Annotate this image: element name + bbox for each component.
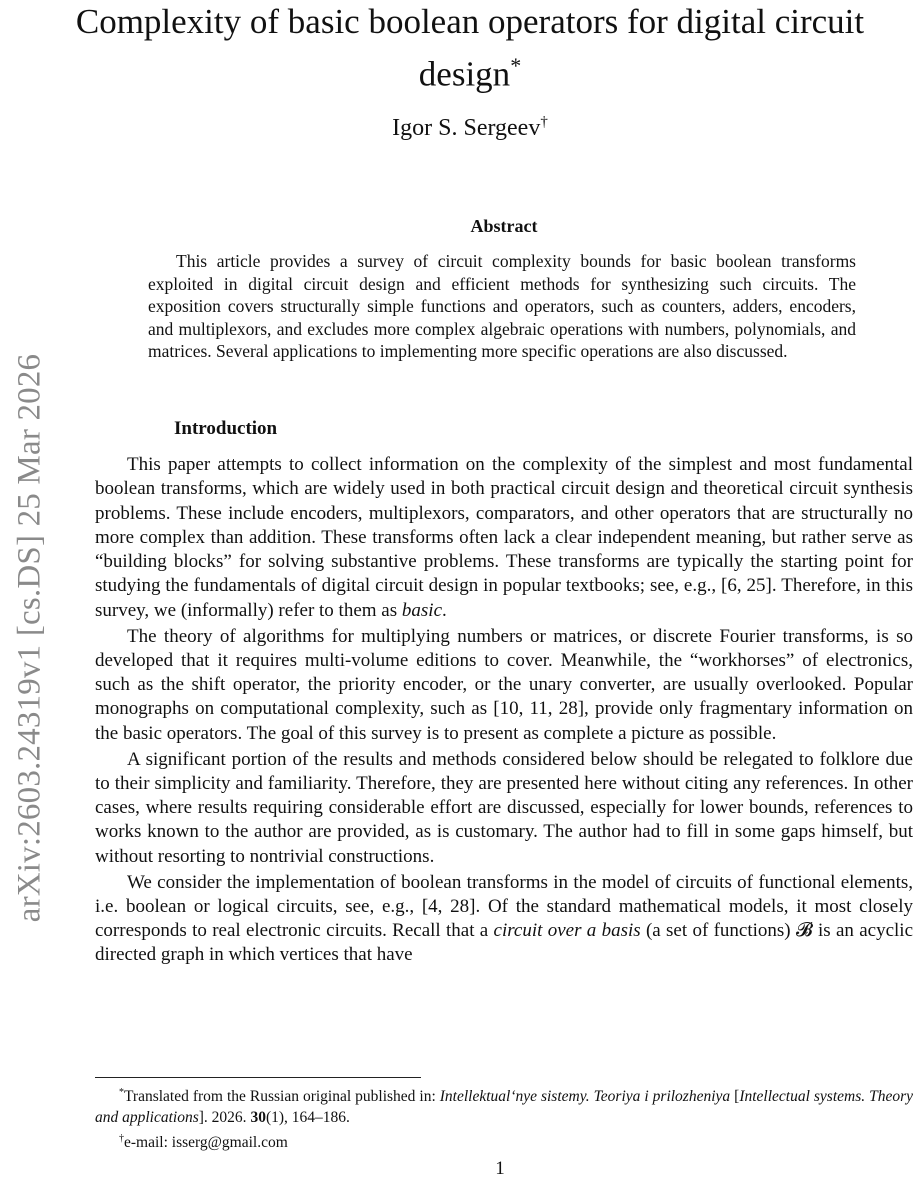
- paragraph-3: A significant portion of the results and methods considered below should be relegated to folklore due to their simplicity and familiarity. Therefore, they are presented here without citing any references. In other cases, where results requiring considerable effort are discussed, especially for lower bounds, references to works known to the author are provided, as is customary. The author had to fill in some gaps himself, but without resorting to nontrivial constructions.: [95, 748, 913, 867]
- footnote-translation: [95, 1082, 913, 1128]
- footnote-email: [95, 1128, 913, 1153]
- footnote-1-mark: *: [119, 1087, 124, 1098]
- paragraph-4-text-b: (a set of functions): [640, 920, 796, 942]
- author-footnote-mark: †: [540, 114, 548, 130]
- paragraph-1-end: .: [442, 599, 447, 621]
- introduction-body: [95, 453, 913, 969]
- paragraph-2: The theory of algorithms for multiplying numbers or matrices, or discrete Fourier transforms, is so developed that it requires multi-volume editions to cover. Meanwhile, the “workhorses” of electronics, such as the shift operator, the priority encoder, or the unary converter, are usually overlooked. Popular monographs on computational complexity, such as [10, 11, 28], provide only fragmentary information on the basic operators. The goal of this survey is to present as complete a picture as possible.: [95, 625, 913, 744]
- title-line-2: design: [418, 54, 511, 94]
- footnote-1-journal-en: Intellectual systems. Theory and applications: [95, 1088, 913, 1127]
- arxiv-identifier-stamp: [8, 215, 52, 1060]
- footnote-1-text-a: Translated from the Russian original published in:: [124, 1088, 440, 1106]
- title-footnote-mark: *: [510, 53, 522, 78]
- footnote-1-journal-ru: Intellektual‘nye sistemy. Teoriya i prilozheniya: [439, 1088, 731, 1106]
- author-name: Igor S. Sergeev: [392, 115, 541, 141]
- footnote-1-volume: 30: [250, 1109, 266, 1127]
- footnote-1-text-c: ]. 2026.: [198, 1109, 251, 1127]
- arxiv-identifier-text: arXiv:2603.24319v1 [cs.DS] 25 Mar 2026: [11, 353, 48, 922]
- footnote-2-mark: †: [119, 1133, 124, 1145]
- paper-title: [70, 0, 870, 97]
- footnote-rule: [95, 1077, 421, 1078]
- footnote-2-text: e-mail: isserg@gmail.com: [124, 1134, 288, 1152]
- paragraph-1: [95, 453, 913, 623]
- section-heading-introduction: Introduction: [174, 418, 278, 439]
- paragraph-1-text: This paper attempts to collect information on the complexity of the simplest and most fundamental boolean transforms, which are widely used in both practical circuit design and theoretical circuit synthesis problems. These include encoders, multiplexors, comparators, and other operators that are structurally no more complex than addition. These transforms often lack a clear independent meaning, but rather serve as “building blocks” for solving substantive problems. These transforms are typically the starting point for studying the fundamentals of digital circuit design in popular textbooks; see, e.g., [6, 25]. Therefore, in this survey, we (informally) refer to them as: [95, 454, 913, 621]
- abstract-heading-text: Abstract: [470, 216, 538, 236]
- emphasis-basic: basic: [401, 599, 442, 621]
- page-number-text: 1: [495, 1158, 505, 1179]
- paragraph-4-text-a: We consider the implementation of boolean transforms in the model of circuits of functional elements, i.e. boolean or logical circuits, see, e.g., [4, 28]. Of the standard mathematical models, it most closely corresponds to real electronic circuits. Recall that a: [95, 871, 913, 942]
- paragraph-4-text-c: is an acyclic directed graph in which vertices that have: [95, 920, 913, 966]
- emphasis-circuit-over-basis: circuit over a basis: [493, 920, 641, 942]
- footnote-1-text-d: (1), 164–186.: [265, 1109, 350, 1127]
- paragraph-4: [95, 871, 913, 968]
- abstract-heading: [70, 216, 913, 237]
- basis-symbol: 𝓑: [795, 920, 813, 942]
- footnotes: [95, 1082, 913, 1153]
- author-line: [70, 114, 870, 142]
- footnote-1-text-b: [: [730, 1088, 740, 1106]
- page-number: [0, 1158, 913, 1180]
- title-line-1: Complexity of basic boolean operators for digital circuit: [75, 2, 865, 41]
- abstract-text: This article provides a survey of circuit complexity bounds for basic boolean transforms exploited in digital circuit design and efficient methods for synthesizing such circuits. The exposition covers structurally simple functions and operators, such as counters, adders, encoders, and multiplexors, and excludes more complex algebraic operations with numbers, polynomials, and matrices. Several applications to implementing more specific operations are also discussed.: [148, 251, 856, 362]
